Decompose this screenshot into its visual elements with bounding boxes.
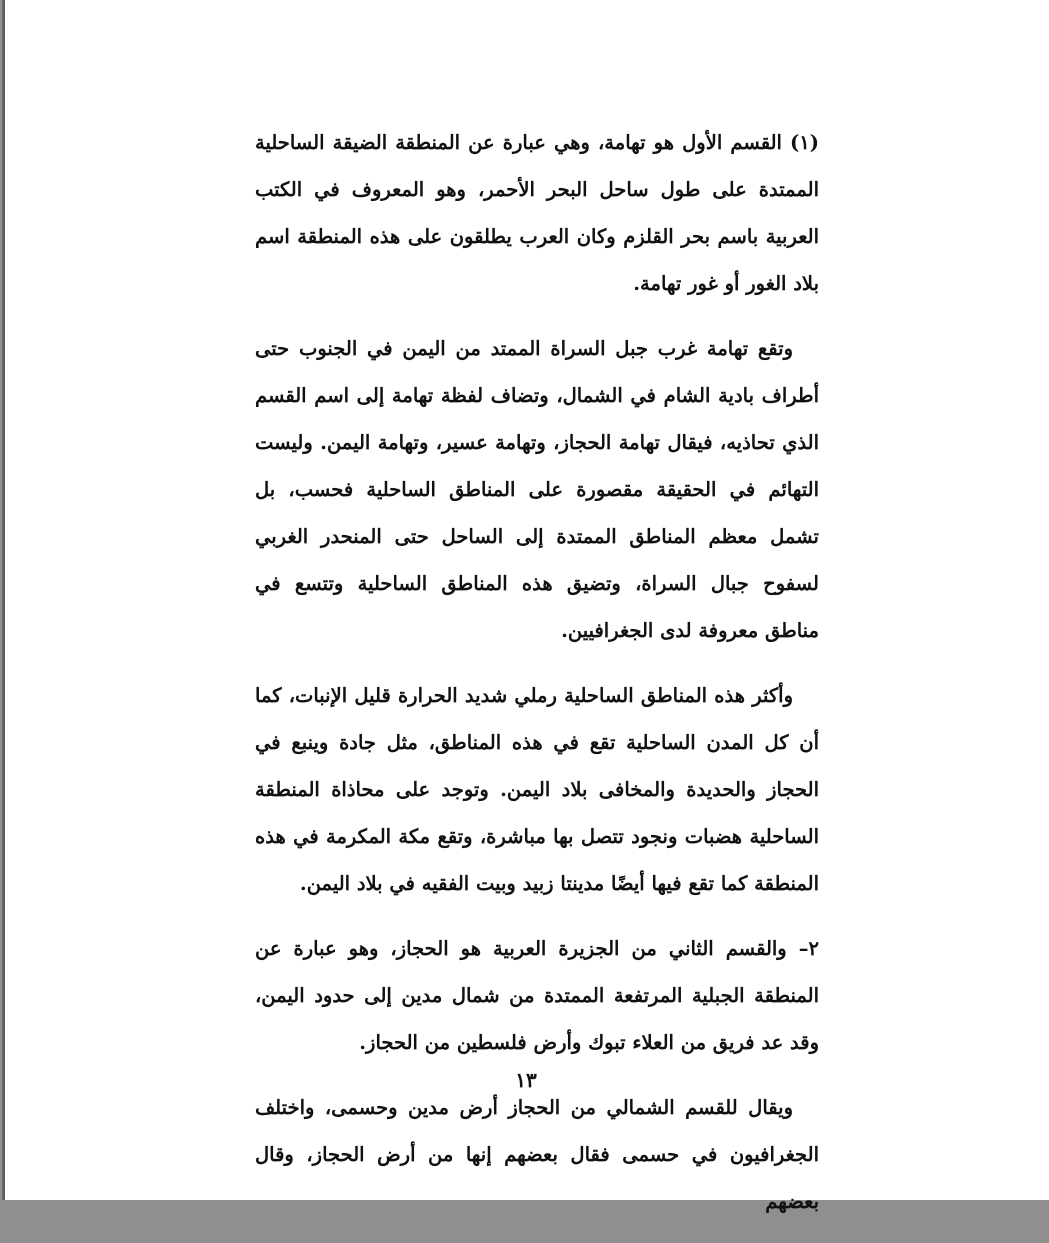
document-page: [2, 0, 1049, 1213]
paragraph-5: ويقال للقسم الشمالي من الحجاز أرض مدين وحسمى، واختلف الجغرافيون في حسمى فقال بعضهم إنها من أرض الحجاز، وقال بعضهم: [255, 1096, 819, 1213]
page-number: ١٣: [515, 1068, 537, 1092]
paragraph-4: ٢– والقسم الثاني من الجزيرة العربية هو الحجاز، وهو عبارة عن المنطقة الجبلية المرتفعة الممتدة من شمال مدين إلى حدود اليمن، وقد عد فريق من العلاء تبوك وأرض فلسطين من الحجاز.: [255, 937, 819, 1054]
page-left-edge: [3, 0, 5, 1200]
paragraph-3: وأكثر هذه المناطق الساحلية رملي شديد الحرارة قليل الإنبات، كما أن كل المدن الساحلية تقع في هذه المناطق، مثل جادة وينبع في الحجاز والحديدة والمخافى بلاد اليمن. وتوجد على محاذاة المنطقة الساحلية هضبات ونجود تتصل بها مباشرة، وتقع مكة المكرمة في هذه المنطقة كما تقع فيها أيضًا مدينتا زبيد وبيت الفقيه في بلاد اليمن.: [255, 684, 819, 895]
paragraph-2: وتقع تهامة غرب جبل السراة الممتد من اليمن في الجنوب حتى أطراف بادية الشام في الشمال، وتضاف لفظة تهامة إلى اسم القسم الذي تحاذيه، فيقال تهامة الحجاز، وتهامة عسير، وتهامة اليمن. وليست التهائم في الحقيقة مقصورة على المناطق الساحلية فحسب، بل تشمل معظم المناطق الممتدة إلى الساحل حتى المنحدر الغربي لسفوح جبال السراة، وتضيق هذه المناطق الساحلية وتتسع في مناطق معروفة لدى الجغرافيين.: [255, 337, 819, 642]
paragraph-1: (١) القسم الأول هو تهامة، وهي عبارة عن المنطقة الضيقة الساحلية الممتدة على طول ساحل البحر الأحمر، وهو المعروف في الكتب العربية باسم بحر القلزم وكان العرب يطلقون على هذه المنطقة اسم بلاد الغور أو غور تهامة.: [255, 131, 819, 295]
